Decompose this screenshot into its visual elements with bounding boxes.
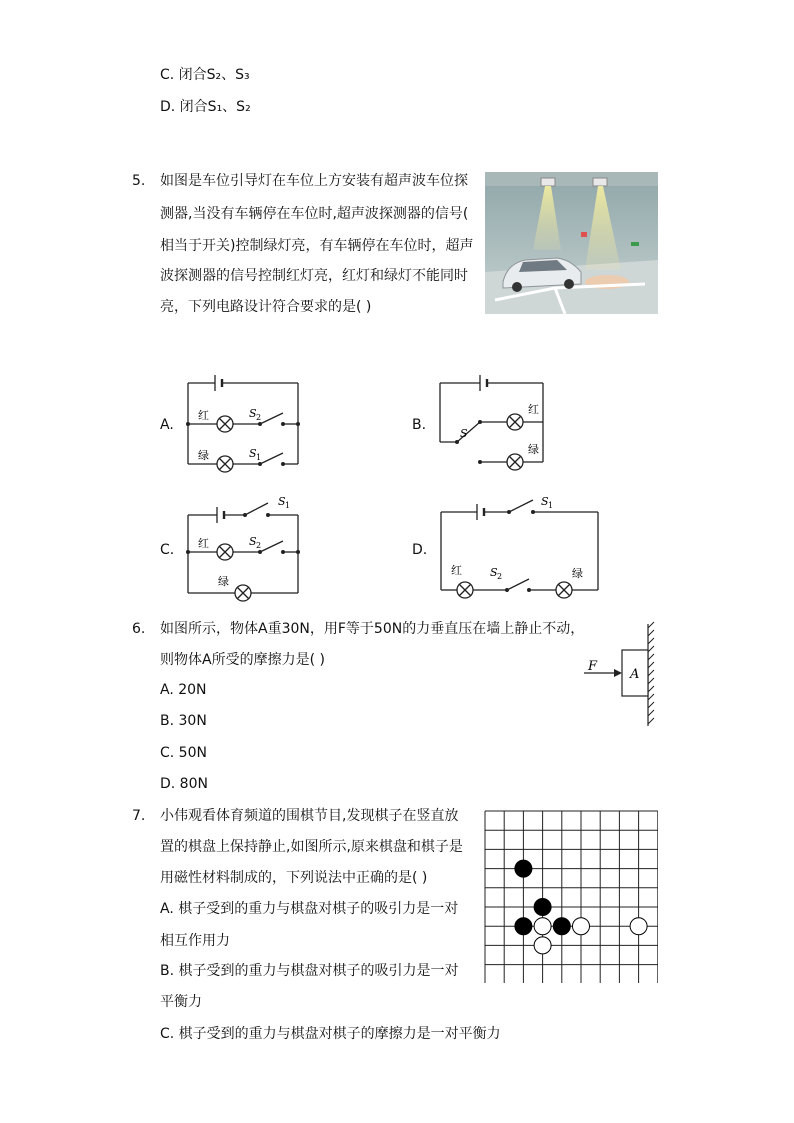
red-lamp-label: 红 [451, 564, 462, 577]
svg-text:S: S [490, 566, 498, 579]
white-stone [573, 918, 590, 935]
q7-option-b-cont: 平衡力 [160, 994, 202, 1010]
svg-text:2: 2 [256, 541, 262, 550]
svg-text:1: 1 [256, 453, 262, 462]
q6-number: 6. [132, 621, 146, 637]
q7-stem-line: 小伟观看体育频道的围棋节目,发现棋子在竖直放 [160, 808, 459, 824]
green-lamp-label: 绿 [572, 567, 583, 580]
q6-option-a: A. 20N [160, 682, 207, 698]
red-lamp-label: 红 [198, 537, 209, 550]
green-lamp-label: 绿 [218, 575, 229, 588]
black-stone [553, 918, 570, 935]
block-label: A [630, 667, 640, 682]
white-stone [534, 918, 551, 935]
svg-text:S: S [249, 447, 257, 460]
go-board-figure [484, 810, 658, 983]
circuit-c-diagram [180, 495, 305, 603]
q6-option-d: D. 80N [160, 776, 208, 792]
q5-number: 5. [132, 173, 146, 189]
circuit-d-diagram [435, 495, 605, 603]
q6-option-c: C. 50N [160, 745, 207, 761]
force-label: F [588, 659, 598, 674]
q4-option-c: C. 闭合S₂、S₃ [160, 67, 250, 83]
q7-option-b: B. 棋子受到的重力与棋盘对棋子的吸引力是一对 [160, 963, 459, 979]
q7-option-c: C. 棋子受到的重力与棋盘对棋子的摩擦力是一对平衡力 [160, 1026, 501, 1042]
svg-text:1: 1 [285, 501, 291, 510]
q6-stem-line: 如图所示，物体A重30N，用F等于50N的力垂直压在墙上静止不动， [160, 621, 585, 637]
green-lamp-label: 绿 [528, 443, 539, 456]
green-lamp-label: 绿 [198, 449, 209, 462]
svg-text:S: S [249, 535, 257, 548]
parking-guidance-photo [485, 172, 658, 314]
q5-stem-line: 相当于开关)控制绿灯亮，有车辆停在车位时，超声 [160, 238, 474, 254]
q7-option-a-cont: 相互作用力 [160, 933, 230, 949]
white-stone [534, 937, 551, 954]
svg-text:2: 2 [256, 413, 262, 422]
white-stone [630, 918, 647, 935]
red-lamp-label: 红 [198, 409, 209, 422]
red-lamp-label: 红 [528, 403, 539, 416]
q6-stem-line: 则物体A所受的摩擦力是( ) [160, 652, 325, 668]
q5-stem-line: 波探测器的信号控制红灯亮，红灯和绿灯不能同时 [160, 268, 468, 284]
force-wall-figure [580, 620, 660, 728]
svg-text:S: S [249, 407, 257, 420]
q4-option-d: D. 闭合S₁、S₂ [160, 99, 251, 115]
black-stone [515, 918, 532, 935]
q7-option-a: A. 棋子受到的重力与棋盘对棋子的吸引力是一对 [160, 901, 459, 917]
q5-option-c-label: C. [160, 542, 175, 558]
q5-stem-line: 亮，下列电路设计符合要求的是( ) [160, 299, 372, 315]
q7-stem-line: 置的棋盘上保持静止,如图所示,原来棋盘和棋子是 [160, 839, 463, 855]
svg-text:S: S [460, 427, 468, 440]
circuit-b-diagram [430, 375, 555, 475]
svg-text:2: 2 [497, 572, 503, 581]
black-stone [534, 899, 551, 916]
q6-option-b: B. 30N [160, 713, 207, 729]
q7-number: 7. [132, 808, 146, 824]
svg-text:1: 1 [548, 501, 554, 510]
q5-option-b-label: B. [412, 417, 427, 433]
q5-stem-line: 测器,当没有车辆停在车位时,超声波探测器的信号( [160, 206, 469, 222]
svg-text:S: S [278, 495, 286, 508]
q5-option-d-label: D. [412, 542, 428, 558]
q5-option-a-label: A. [160, 417, 174, 433]
black-stone [515, 860, 532, 877]
q5-stem-line: 如图是车位引导灯在车位上方安装有超声波车位探 [160, 173, 468, 189]
q7-stem-line: 用磁性材料制成的，下列说法中正确的是( ) [160, 870, 428, 886]
circuit-a-diagram [180, 375, 305, 475]
svg-text:S: S [541, 495, 549, 508]
